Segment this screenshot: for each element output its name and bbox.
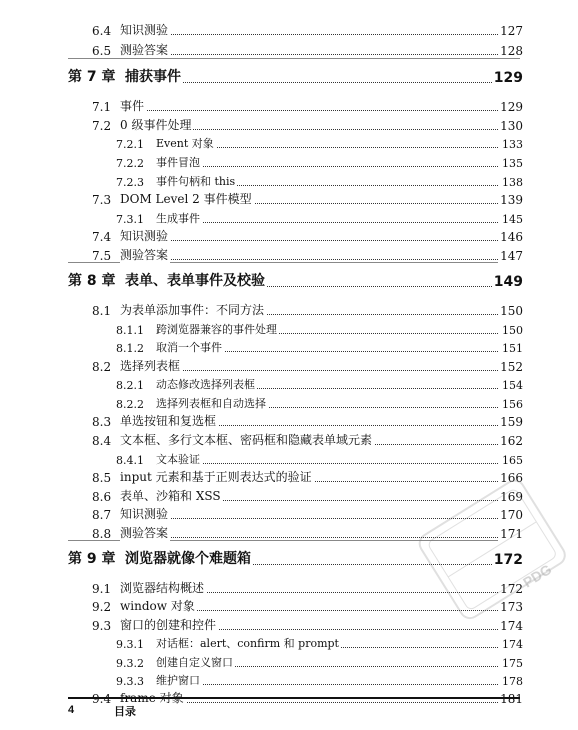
entry-page-number: 129 [493, 70, 523, 86]
entry-number: 9.1 [92, 582, 112, 596]
entry-number: 8.6 [92, 490, 112, 504]
entry-number: 8.2.1 [116, 379, 144, 392]
toc-section-entry [0, 22, 578, 40]
entry-number: 8.2.2 [116, 398, 144, 411]
entry-number: 9.3 [92, 619, 112, 633]
entry-page-number: 166 [500, 471, 523, 485]
entry-title: input 元素和基于正则表达式的验证 [120, 470, 312, 484]
entry-number: 8.5 [92, 471, 112, 485]
entry-number: 8.3 [92, 415, 112, 429]
entry-number: 9.2 [92, 600, 112, 614]
entry-title: 选择列表框和自动选择 [156, 397, 266, 410]
entry-title: 文本验证 [156, 453, 200, 466]
leader-dots [120, 98, 498, 111]
entry-number: 8.4 [92, 434, 112, 448]
toc-subsection-entry [0, 635, 578, 653]
footer-title: 目录 [114, 705, 136, 718]
entry-page-number: 130 [500, 119, 523, 133]
entry-page-number: 154 [502, 379, 523, 392]
entry-title: window 对象 [120, 599, 195, 613]
entry-title: 测验答案 [120, 526, 169, 540]
toc-section-entry [0, 358, 578, 376]
entry-title: 文本框、多行文本框、密码框和隐藏表单域元素 [120, 433, 373, 447]
toc-section-entry [0, 432, 578, 450]
entry-page-number: 147 [500, 249, 523, 263]
entry-title: 知识测验 [120, 507, 169, 521]
entry-page-number: 139 [500, 193, 523, 207]
entry-title: 表单、沙箱和 XSS [120, 489, 221, 503]
leader-dots [156, 451, 498, 464]
toc-chapter-entry [0, 274, 578, 292]
entry-number: 第 8 章 [68, 273, 116, 289]
entry-number: 9.3.2 [116, 657, 144, 670]
entry-page-number: 174 [500, 619, 523, 633]
entry-page-number: 171 [500, 527, 523, 541]
toc-section-entry [0, 228, 578, 246]
entry-page-number: 173 [500, 600, 523, 614]
entry-title: 生成事件 [156, 212, 200, 225]
entry-number: 7.2.2 [116, 157, 144, 170]
entry-page-number: 151 [502, 342, 523, 355]
entry-number: 8.1 [92, 304, 112, 318]
entry-number: 9.4 [92, 692, 112, 706]
toc-chapter-entry [0, 70, 578, 88]
entry-number: 8.4.1 [116, 454, 144, 467]
entry-page-number: 150 [502, 324, 523, 337]
toc-section-entry [0, 413, 578, 431]
toc-subsection-entry [0, 173, 578, 191]
entry-page-number: 181 [500, 692, 523, 706]
toc-section-entry [0, 690, 578, 708]
entry-title: 捕获事件 [125, 66, 183, 86]
entry-page-number: 174 [502, 638, 523, 651]
watermark-seal [415, 470, 575, 630]
watermark-text: PDG [520, 560, 555, 591]
leader-dots [156, 672, 498, 685]
entry-page-number: 149 [493, 274, 523, 290]
entry-number: 8.1.2 [116, 342, 144, 355]
entry-title: 浏览器结构概述 [120, 581, 205, 595]
toc-section-entry [0, 302, 578, 320]
entry-number: 9.3.3 [116, 675, 144, 688]
entry-title: 测验答案 [120, 43, 169, 57]
entry-page-number: 150 [500, 304, 523, 318]
entry-title: 事件 [120, 99, 145, 113]
entry-page-number: 135 [502, 157, 523, 170]
toc-section-entry [0, 117, 578, 135]
toc-subsection-entry [0, 321, 578, 339]
entry-title: 动态修改选择列表框 [156, 378, 255, 391]
leader-dots [156, 154, 498, 167]
entry-page-number: 138 [502, 176, 523, 189]
toc-subsection-entry [0, 339, 578, 357]
entry-number: 8.1.1 [116, 324, 144, 337]
entry-page-number: 156 [502, 398, 523, 411]
entry-page-number: 172 [500, 582, 523, 596]
entry-title: DOM Level 2 事件模型 [120, 192, 252, 206]
entry-title: 表单、表单事件及校验 [125, 270, 267, 290]
entry-page-number: 175 [502, 657, 523, 670]
entry-number: 6.5 [92, 44, 112, 58]
leader-dots [120, 42, 498, 55]
entry-title: frame 对象 [120, 691, 184, 705]
toc-section-entry [0, 247, 578, 265]
entry-page-number: 178 [502, 675, 523, 688]
entry-title: 知识测验 [120, 23, 169, 37]
entry-page-number: 129 [500, 100, 523, 114]
entry-number: 7.3 [92, 193, 112, 207]
toc-subsection-entry [0, 654, 578, 672]
entry-title: 测验答案 [120, 248, 169, 262]
entry-number: 第 7 章 [68, 69, 116, 85]
entry-title: 0 级事件处理 [120, 118, 192, 132]
toc-subsection-entry [0, 210, 578, 228]
entry-title: 单选按钮和复选框 [120, 414, 217, 428]
entry-number: 8.8 [92, 527, 112, 541]
toc-section-entry [0, 98, 578, 116]
entry-number: 7.5 [92, 249, 112, 263]
entry-title: 知识测验 [120, 229, 169, 243]
entry-number: 第 9 章 [68, 551, 116, 567]
footer-rule [68, 697, 520, 699]
entry-page-number: 133 [502, 138, 523, 151]
toc-subsection-entry [0, 672, 578, 690]
toc-subsection-entry [0, 451, 578, 469]
toc-subsection-entry [0, 154, 578, 172]
entry-number: 7.4 [92, 230, 112, 244]
entry-page-number: 127 [500, 24, 523, 38]
entry-title: 事件句柄和 this [156, 175, 236, 188]
entry-title: 窗口的创建和控件 [120, 618, 217, 632]
entry-page-number: 170 [500, 508, 523, 522]
entry-number: 7.2 [92, 119, 112, 133]
entry-title: 事件冒泡 [156, 156, 200, 169]
entry-number: 7.3.1 [116, 213, 144, 226]
toc-section-entry [0, 42, 578, 60]
entry-title: 浏览器就像个难题箱 [125, 548, 253, 568]
entry-number: 7.2.3 [116, 176, 144, 189]
entry-title: 维护窗口 [156, 674, 200, 687]
entry-page-number: 169 [500, 490, 523, 504]
entry-title: Event 对象 [156, 137, 214, 150]
toc-section-entry [0, 191, 578, 209]
entry-title: 对话框：alert、confirm 和 prompt [156, 637, 339, 650]
entry-page-number: 172 [493, 552, 523, 568]
footer-page-number: 4 [68, 704, 75, 716]
entry-page-number: 128 [500, 44, 523, 58]
entry-page-number: 165 [502, 454, 523, 467]
entry-number: 7.1 [92, 100, 112, 114]
entry-page-number: 159 [500, 415, 523, 429]
entry-number: 8.7 [92, 508, 112, 522]
entry-page-number: 162 [500, 434, 523, 448]
entry-number: 9.3.1 [116, 638, 144, 651]
entry-page-number: 146 [500, 230, 523, 244]
leader-dots [120, 22, 498, 35]
toc-subsection-entry [0, 395, 578, 413]
entry-title: 选择列表框 [120, 359, 181, 373]
leader-dots [120, 228, 498, 241]
entry-title: 跨浏览器兼容的事件处理 [156, 323, 277, 336]
entry-title: 创建自定义窗口 [156, 656, 233, 669]
leader-dots [156, 210, 498, 223]
entry-number: 6.4 [92, 24, 112, 38]
entry-page-number: 145 [502, 213, 523, 226]
entry-number: 8.2 [92, 360, 112, 374]
entry-number: 7.2.1 [116, 138, 144, 151]
toc-subsection-entry [0, 376, 578, 394]
leader-dots [120, 247, 498, 260]
toc-subsection-entry [0, 135, 578, 153]
entry-title: 取消一个事件 [156, 341, 222, 354]
entry-page-number: 152 [500, 360, 523, 374]
entry-title: 为表单添加事件：不同方法 [120, 303, 265, 317]
